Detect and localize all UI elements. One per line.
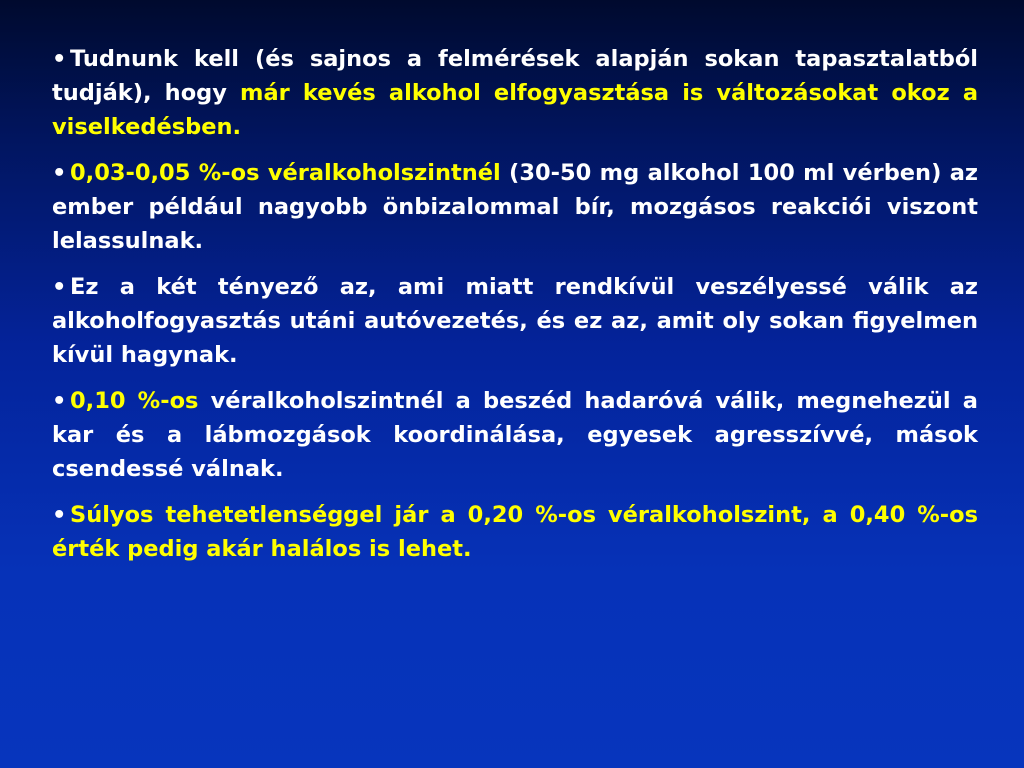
bullet-highlight-text: 0,03-0,05 %-os véralkoholszintnél xyxy=(70,160,501,186)
bullet-item xyxy=(52,156,978,258)
bullet-text: véralkoholszintnél a beszéd hadaróvá válik, megnehezül a kar és a lábmozgások koordinálása, egyesek agresszívvé, mások csendessé válnak. xyxy=(52,388,978,482)
bullet-icon: • xyxy=(52,388,67,414)
bullet-item xyxy=(52,42,978,144)
bullet-icon: • xyxy=(52,502,67,528)
bullet-item xyxy=(52,270,978,372)
bullet-highlight-text: már kevés alkohol elfogyasztása is változásokat okoz a viselkedésben. xyxy=(52,80,979,140)
bullet-icon: • xyxy=(52,46,67,72)
bullet-text: Tudnunk kell (és sajnos a felmérések alapján sokan tapasztalatból tudják), hogy xyxy=(52,46,978,106)
bullet-text: Ez a két tényező az, ami miatt rendkívül veszélyessé válik az alkoholfogyasztás utáni autóvezetés, és ez az, amit oly sokan figyelmen kívül hagynak. xyxy=(52,274,978,368)
slide-content xyxy=(52,42,978,578)
bullet-item xyxy=(52,498,978,566)
bullet-highlight-text: Súlyos tehetetlenséggel jár a 0,20 %-os véralkoholszint, a 0,40 %-os érték pedig akár halálos is lehet. xyxy=(52,502,978,562)
bullet-icon: • xyxy=(52,160,67,186)
bullet-highlight-text: 0,10 %-os xyxy=(70,388,199,414)
bullet-icon: • xyxy=(52,274,67,300)
bullet-text: (30-50 mg alkohol 100 ml vérben) az ember például nagyobb önbizalommal bír, mozgásos reakciói viszont lelassulnak. xyxy=(52,160,978,254)
bullet-item xyxy=(52,384,978,486)
